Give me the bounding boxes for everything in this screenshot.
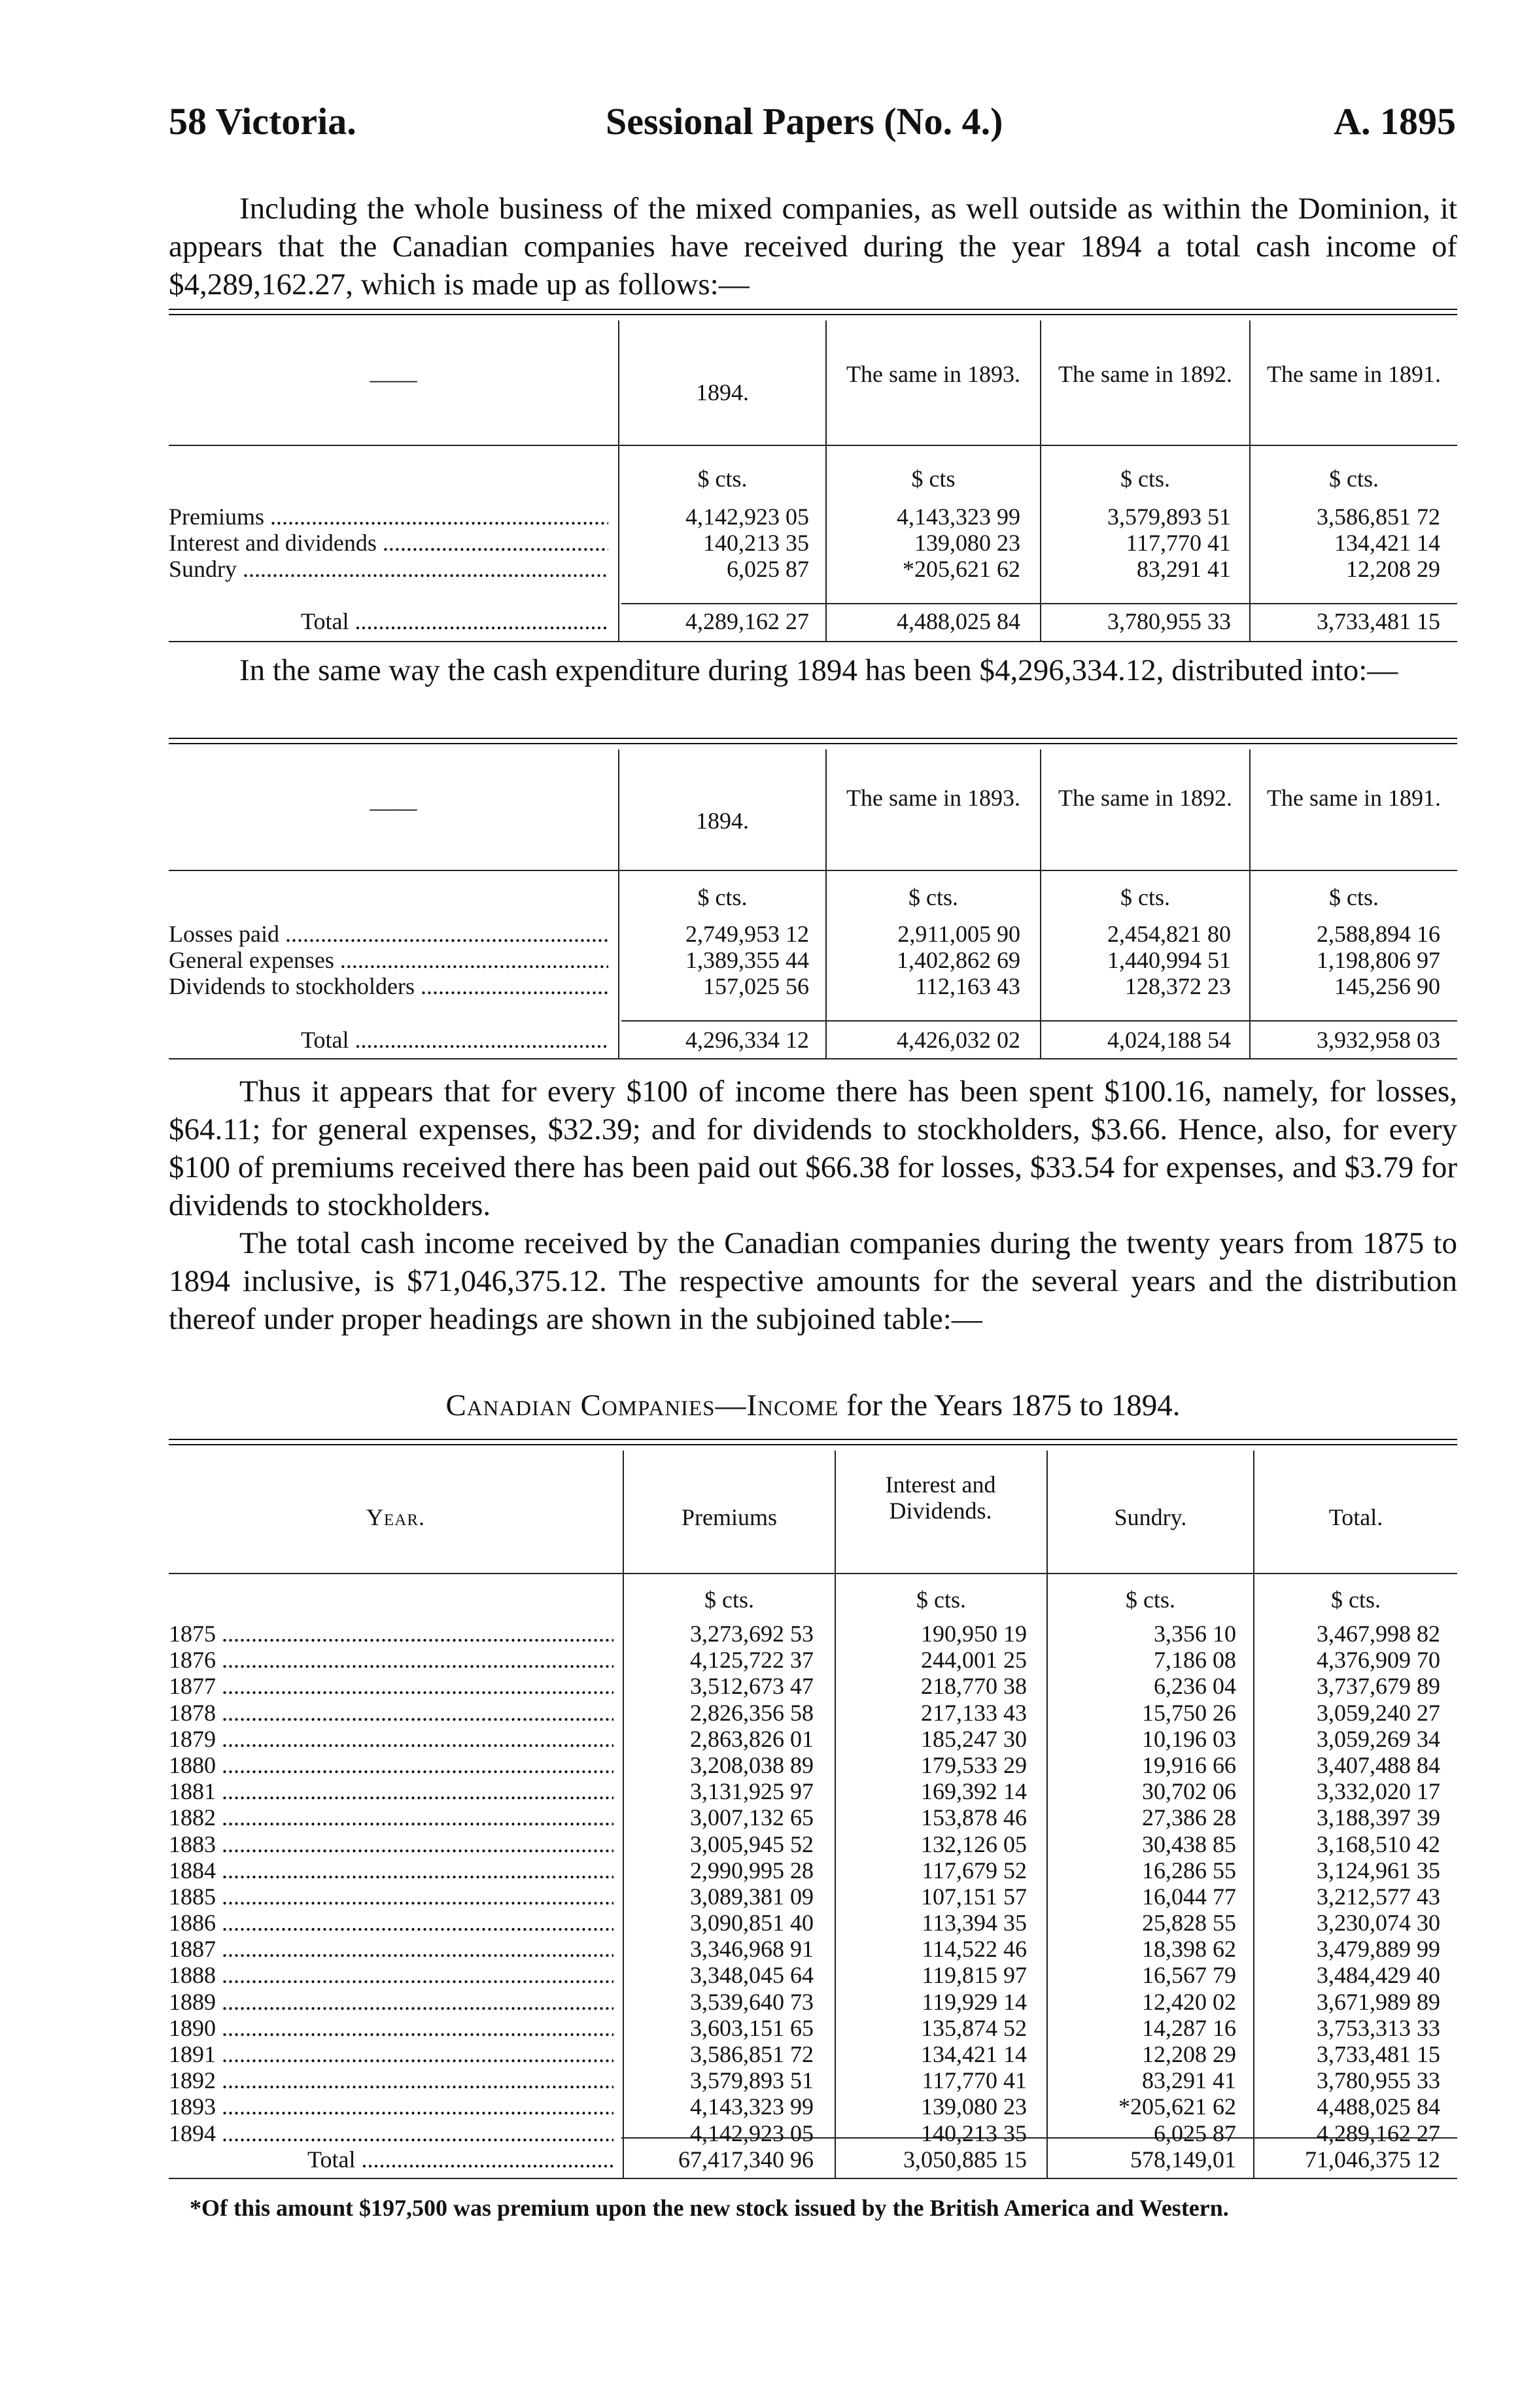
income-total: 3,780,955 33 <box>1107 608 1231 634</box>
sundry-cell: 27,386 28 <box>1142 1804 1236 1831</box>
interest-cell: 169,392 14 <box>921 1778 1027 1805</box>
sundry-cell: 16,286 55 <box>1142 1857 1236 1883</box>
expenditure-cell: 128,372 23 <box>1125 973 1231 999</box>
sundry-cell: 83,291 41 <box>1142 2067 1236 2094</box>
twenty-year-paragraph: The total cash income received by the Canadian companies during the twenty years from 1875 to 1894 inclusive, is $71,046,375.12. The respective amounts for the several years and the distribution thereof under proper headings are shown in the subjoined table:— <box>169 1226 1457 1336</box>
years-total-label: Total ..... <box>307 2146 613 2173</box>
income-cell: 4,143,323 99 <box>897 504 1020 530</box>
income-cell: 12,208 29 <box>1346 556 1440 582</box>
premiums-cell: 3,586,851 72 <box>690 2041 814 2067</box>
year-label: 1892 ..... <box>169 2067 613 2093</box>
premiums-cell: 3,005,945 52 <box>690 1831 814 1857</box>
year-label: 1879 ..... <box>169 1726 613 1752</box>
income-unit: $ cts <box>911 466 956 492</box>
total-cell: 3,188,397 39 <box>1317 1804 1440 1831</box>
expenditure-total: 4,426,032 02 <box>897 1027 1020 1053</box>
interest-cell: 119,929 14 <box>922 1988 1027 2015</box>
footnote: *Of this amount $197,500 was premium upon the new stock issued by the British America and Western. <box>190 2195 1229 2221</box>
total-cell: 3,467,998 82 <box>1317 1621 1440 1647</box>
expenditure-unit: $ cts. <box>908 884 958 910</box>
premiums-cell: 3,539,640 73 <box>690 1988 814 2015</box>
expenditure-cell: 2,454,821 80 <box>1107 921 1231 947</box>
total-cell: 3,479,889 99 <box>1317 1936 1440 1963</box>
expenditure-row-label: Dividends to stockholders ..... <box>169 973 608 999</box>
sundry-cell: 19,916 66 <box>1142 1751 1236 1778</box>
expenditure-header-1892: The same in 1892. <box>1058 785 1232 811</box>
total-cell: 3,484,429 40 <box>1317 1962 1440 1989</box>
premiums-cell: 2,863,826 01 <box>690 1725 814 1752</box>
sundry-cell: *205,621 62 <box>1118 2093 1236 2120</box>
year-label: 1883 ..... <box>169 1831 613 1857</box>
total-cell: 3,671,989 89 <box>1317 1988 1440 2015</box>
premiums-cell: 2,826,356 58 <box>690 1699 814 1726</box>
expenditure-cell: 1,198,806 97 <box>1317 947 1440 973</box>
year-label: 1880 ..... <box>169 1752 613 1778</box>
years-total-sundry: 578,149,01 <box>1130 2146 1236 2173</box>
income-cell: 4,142,923 05 <box>685 504 809 530</box>
years-unit: $ cts. <box>916 1587 966 1613</box>
expenditure-cell: 2,749,953 12 <box>685 921 809 947</box>
interest-cell: 185,247 30 <box>921 1725 1027 1752</box>
income-corner: —— <box>370 366 417 392</box>
income-cell: 3,579,893 51 <box>1107 504 1231 530</box>
caption-small-caps: Canadian Companies—Income <box>445 1388 839 1422</box>
expenditure-header-1894: 1894. <box>696 808 749 834</box>
premiums-cell: 3,089,381 09 <box>690 1883 814 1910</box>
intro-expenditure-paragraph: In the same way the cash expenditure during 1894 has been $4,296,334.12, distributed into:— <box>239 653 1398 687</box>
income-cell: 3,586,851 72 <box>1317 504 1440 530</box>
total-cell: 4,376,909 70 <box>1317 1647 1440 1674</box>
intro-income-paragraph: Including the whole business of the mixed companies, as well outside as within the Dominion, it appears that the Canadian companies have received during the year 1894 a total cash income of $4,289,162.27, which is made up as follows:— <box>169 192 1457 301</box>
interest-cell: 244,001 25 <box>921 1647 1027 1674</box>
years-header-total: Total. <box>1328 1504 1383 1530</box>
total-cell: 4,289,162 27 <box>1317 2120 1440 2146</box>
interest-cell: 217,133 43 <box>921 1699 1027 1726</box>
header-title: Sessional Papers (No. 4.) <box>606 100 1003 143</box>
sundry-cell: 30,702 06 <box>1142 1778 1236 1805</box>
income-cell: 139,080 23 <box>914 530 1020 556</box>
interest-cell: 117,770 41 <box>922 2067 1027 2094</box>
years-unit: $ cts. <box>1331 1587 1381 1613</box>
year-label: 1885 ..... <box>169 1883 613 1910</box>
premiums-cell: 3,346,968 91 <box>690 1936 814 1963</box>
income-row-label: Sundry ..... <box>169 556 608 582</box>
expenditure-header-1891: The same in 1891. <box>1267 785 1441 811</box>
income-row-label: Interest and dividends ..... <box>169 530 608 556</box>
year-label: 1887 ..... <box>169 1936 613 1962</box>
income-cell: 140,213 35 <box>703 530 809 556</box>
years-header-sundry: Sundry. <box>1114 1504 1187 1530</box>
premiums-cell: 2,990,995 28 <box>690 1857 814 1883</box>
premiums-cell: 3,208,038 89 <box>690 1751 814 1778</box>
caption-rest: for the Years 1875 to 1894. <box>838 1388 1181 1422</box>
year-label: 1876 ..... <box>169 1647 613 1673</box>
expenditure-total: 4,024,188 54 <box>1107 1027 1231 1053</box>
years-header-interest: Interest and Dividends. <box>885 1471 996 1524</box>
expenditure-corner: —— <box>370 795 417 821</box>
premiums-column <box>624 1621 814 2146</box>
year-label: 1882 ..... <box>169 1804 613 1831</box>
expenditure-cell: 145,256 90 <box>1334 973 1440 999</box>
premiums-cell: 3,131,925 97 <box>690 1778 814 1805</box>
expenditure-unit: $ cts. <box>697 884 748 910</box>
years-total-total: 71,046,375 12 <box>1305 2146 1440 2173</box>
interest-cell: 119,815 97 <box>922 1962 1027 1989</box>
interest-cell: 132,126 05 <box>921 1831 1027 1857</box>
total-cell: 3,407,488 84 <box>1317 1751 1440 1778</box>
running-header <box>169 99 1456 152</box>
years-unit: $ cts. <box>704 1587 754 1613</box>
expenditure-cell: 1,440,994 51 <box>1107 947 1231 973</box>
expenditure-unit: $ cts. <box>1329 884 1379 910</box>
premiums-cell: 3,090,851 40 <box>690 1910 814 1936</box>
interest-cell: 140,213 35 <box>921 2120 1027 2146</box>
total-column <box>1254 1621 1440 2146</box>
header-session: 58 Victoria. <box>169 100 356 143</box>
sundry-cell: 10,196 03 <box>1142 1725 1236 1752</box>
year-label: 1891 ..... <box>169 2041 613 2067</box>
years-total-premiums: 67,417,340 96 <box>678 2146 814 2173</box>
year-label: 1894 ..... <box>169 2120 613 2146</box>
sundry-cell: 25,828 55 <box>1142 1910 1236 1936</box>
interest-cell: 107,151 57 <box>921 1883 1027 1910</box>
interest-cell: 134,421 14 <box>921 2041 1027 2067</box>
years-column <box>169 1621 613 2146</box>
sundry-cell: 6,025 87 <box>1154 2120 1236 2146</box>
total-cell: 4,488,025 84 <box>1317 2093 1440 2120</box>
year-label: 1890 ..... <box>169 2015 613 2041</box>
expenditure-total: 4,296,334 12 <box>685 1027 809 1053</box>
sundry-cell: 7,186 08 <box>1154 1647 1236 1674</box>
expenditure-cell: 112,163 43 <box>915 973 1020 999</box>
income-cell: 117,770 41 <box>1126 530 1231 556</box>
expenditure-cell: 2,588,894 16 <box>1317 921 1440 947</box>
years-table-top-rule <box>169 1439 1457 1445</box>
total-cell: 3,733,481 15 <box>1317 2041 1440 2067</box>
expenditure-cell: 2,911,005 90 <box>897 921 1020 947</box>
years-unit: $ cts. <box>1126 1587 1175 1613</box>
expenditure-total-label: Total ..... <box>301 1027 608 1053</box>
years-table-caption <box>169 1386 1457 1424</box>
sundry-cell: 14,287 16 <box>1142 2014 1236 2041</box>
sundry-cell: 18,398 62 <box>1142 1936 1236 1963</box>
header-year: A. 1895 <box>1334 100 1456 143</box>
interest-cell: 117,679 52 <box>922 1857 1027 1883</box>
income-unit: $ cts. <box>697 466 748 492</box>
income-total: 3,733,481 15 <box>1317 608 1440 634</box>
sundry-cell: 16,044 77 <box>1142 1883 1236 1910</box>
expenditure-table-top-rule <box>169 738 1457 744</box>
year-label: 1884 ..... <box>169 1857 613 1883</box>
expenditure-cell: 1,389,355 44 <box>685 947 809 973</box>
income-cell: 6,025 87 <box>727 556 809 582</box>
premiums-cell: 3,512,673 47 <box>690 1673 814 1700</box>
years-header-premiums: Premiums <box>681 1504 777 1530</box>
interest-column <box>836 1621 1027 2146</box>
expenditure-total: 3,932,958 03 <box>1317 1027 1440 1053</box>
total-cell: 3,332,020 17 <box>1317 1778 1440 1805</box>
expenditure-row-label: General expenses ..... <box>169 947 608 973</box>
interest-cell: 179,533 29 <box>921 1751 1027 1778</box>
year-label: 1877 ..... <box>169 1673 613 1699</box>
total-cell: 3,059,240 27 <box>1317 1699 1440 1726</box>
income-unit: $ cts. <box>1120 466 1170 492</box>
income-header-1893: The same in 1893. <box>846 361 1020 387</box>
interest-cell: 113,394 35 <box>922 1910 1027 1936</box>
sundry-cell: 12,208 29 <box>1142 2041 1236 2067</box>
year-label: 1893 ..... <box>169 2093 613 2120</box>
expenditure-row-label: Losses paid ..... <box>169 921 608 947</box>
income-header-1894: 1894. <box>696 379 749 405</box>
income-header-1892: The same in 1892. <box>1058 361 1232 387</box>
total-cell: 3,124,961 35 <box>1317 1857 1440 1883</box>
expenditure-cell: 157,025 56 <box>703 973 809 999</box>
year-label: 1886 ..... <box>169 1910 613 1936</box>
sundry-cell: 16,567 79 <box>1142 1962 1236 1989</box>
expenditure-cell: 1,402,862 69 <box>897 947 1020 973</box>
sundry-cell: 3,356 10 <box>1154 1621 1236 1647</box>
premiums-cell: 3,007,132 65 <box>690 1804 814 1831</box>
years-total-interest: 3,050,885 15 <box>903 2146 1027 2173</box>
years-header-year: Year. <box>366 1504 425 1530</box>
interest-cell: 190,950 19 <box>921 1621 1027 1647</box>
total-cell: 3,737,679 89 <box>1317 1673 1440 1700</box>
sundry-cell: 6,236 04 <box>1154 1673 1236 1700</box>
premiums-cell: 3,579,893 51 <box>690 2067 814 2094</box>
interest-cell: 139,080 23 <box>921 2093 1027 2120</box>
income-cell: *205,621 62 <box>903 556 1020 582</box>
premiums-cell: 3,348,045 64 <box>690 1962 814 1989</box>
premiums-cell: 3,273,692 53 <box>690 1621 814 1647</box>
income-total-label: Total ..... <box>301 608 608 634</box>
year-label: 1878 ..... <box>169 1700 613 1726</box>
sundry-column <box>1048 1621 1236 2146</box>
interest-cell: 135,874 52 <box>921 2014 1027 2041</box>
total-cell: 3,212,577 43 <box>1317 1883 1440 1910</box>
year-label: 1875 ..... <box>169 1621 613 1647</box>
income-unit: $ cts. <box>1329 466 1379 492</box>
interest-cell: 153,878 46 <box>921 1804 1027 1831</box>
sundry-cell: 30,438 85 <box>1142 1831 1236 1857</box>
expenditure-unit: $ cts. <box>1120 884 1170 910</box>
income-total: 4,289,162 27 <box>685 608 809 634</box>
interest-cell: 114,522 46 <box>922 1936 1027 1963</box>
total-cell: 3,059,269 34 <box>1317 1725 1440 1752</box>
premiums-cell: 4,143,323 99 <box>690 2093 814 2120</box>
income-cell: 83,291 41 <box>1137 556 1231 582</box>
sundry-cell: 15,750 26 <box>1142 1699 1236 1726</box>
sundry-cell: 12,420 02 <box>1142 1988 1236 2015</box>
income-row-label: Premiums ..... <box>169 504 608 530</box>
premiums-cell: 3,603,151 65 <box>690 2014 814 2041</box>
total-cell: 3,168,510 42 <box>1317 1831 1440 1857</box>
total-cell: 3,230,074 30 <box>1317 1910 1440 1936</box>
total-cell: 3,753,313 33 <box>1317 2014 1440 2041</box>
premiums-cell: 4,142,923 05 <box>690 2120 814 2146</box>
spending-summary-paragraph: Thus it appears that for every $100 of income there has been spent $100.16, namely, for losses, $64.11; for general expenses, $32.39; and for dividends to stockholders, $3.66. Hence, also, for every $100 of premiums received there has been paid out $66.38 for losses, $33.54 for expenses, and $3.79 for dividends to stockholders. <box>169 1075 1457 1222</box>
income-header-1891: The same in 1891. <box>1267 361 1441 387</box>
year-label: 1881 ..... <box>169 1778 613 1804</box>
income-table-top-rule <box>169 309 1457 315</box>
expenditure-header-1893: The same in 1893. <box>846 785 1020 811</box>
year-label: 1889 ..... <box>169 1989 613 2015</box>
premiums-cell: 4,125,722 37 <box>690 1647 814 1674</box>
income-total: 4,488,025 84 <box>897 608 1020 634</box>
year-label: 1888 ..... <box>169 1962 613 1988</box>
total-cell: 3,780,955 33 <box>1317 2067 1440 2094</box>
interest-cell: 218,770 38 <box>921 1673 1027 1700</box>
income-cell: 134,421 14 <box>1334 530 1440 556</box>
